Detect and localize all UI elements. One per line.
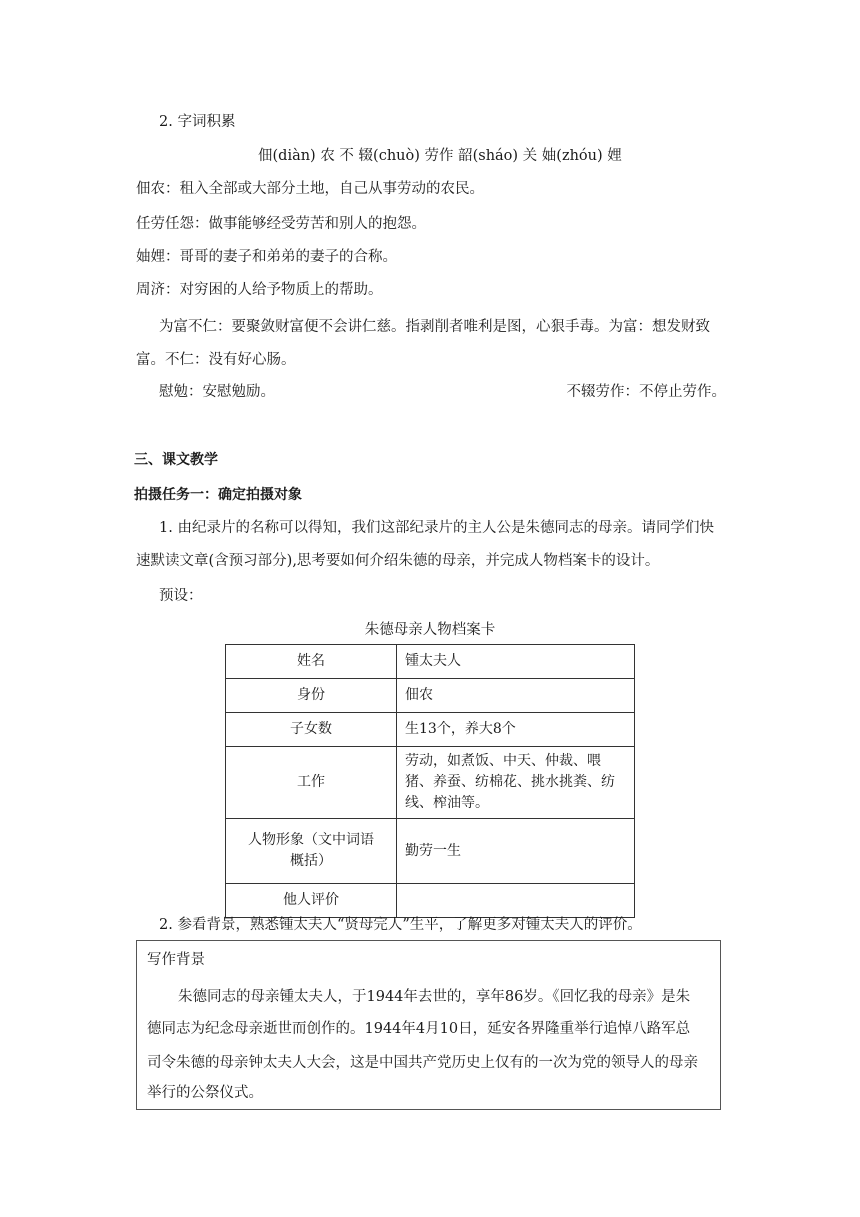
card-title: 朱德母亲人物档案卡	[364, 622, 496, 638]
vocab-heading: 2. 字词积累	[159, 114, 236, 130]
definition-weifuburen-line2: 富。不仁：没有好心肠。	[136, 352, 296, 368]
row-key: 身份	[226, 679, 397, 713]
row-key: 他人评价	[226, 884, 397, 918]
question-1-line2: 速默读文章(含预习部分),思考要如何介绍朱德的母亲，并完成人物档案卡的设计。	[136, 553, 660, 569]
row-key: 工作	[226, 747, 397, 819]
table-row	[226, 679, 635, 713]
definition-renlaorenyuan: 任劳任怨：做事能够经受劳苦和别人的抱怨。	[136, 216, 426, 232]
row-value	[397, 884, 635, 918]
background-line1: 朱德同志的母亲锺太夫人，于1944年去世的，享年86岁。《回忆我的母亲》是朱	[178, 989, 691, 1005]
row-key: 姓名	[226, 645, 397, 679]
row-key: 子女数	[226, 713, 397, 747]
background-line4: 举行的公祭仪式。	[147, 1085, 263, 1101]
background-line2: 德同志为纪念母亲逝世而创作的。1944年4月10日，延安各界隆重举行追悼八路军总	[147, 1021, 691, 1037]
profile-card-table	[225, 644, 635, 918]
row-value: 劳动，如煮饭、中天、仲裁、喂猪、养蚕、纺棉花、挑水挑粪、纺线、榨油等。	[397, 747, 635, 819]
table-row	[226, 747, 635, 819]
question-2: 2. 参看背景，熟悉锺太夫人“贤母完人”生平，了解更多对锺太夫人的评价。	[159, 917, 642, 933]
question-1-line1: 1. 由纪录片的名称可以得知，我们这部纪录片的主人公是朱德同志的母亲。请同学们快	[159, 520, 714, 536]
row-value: 生13个，养大8个	[397, 713, 635, 747]
table-row	[226, 645, 635, 679]
task-title: 拍摄任务一：确定拍摄对象	[134, 487, 302, 503]
row-key: 人物形象（文中词语概括）	[226, 819, 397, 884]
background-line3: 司令朱德的母亲钟太夫人大会，这是中国共产党历史上仅有的一次为党的领导人的母亲	[147, 1055, 698, 1071]
definition-diannong: 佃农：租入全部或大部分土地，自己从事劳动的农民。	[136, 181, 484, 197]
row-value: 佃农	[397, 679, 635, 713]
definition-zhouji: 周济：对穷困的人给予物质上的帮助。	[136, 282, 383, 298]
definition-zhouli: 妯娌：哥哥的妻子和弟弟的妻子的合称。	[136, 249, 397, 265]
row-value: 锺太夫人	[397, 645, 635, 679]
definition-weimian: 慰勉：安慰勉励。	[159, 384, 275, 400]
pinyin-line: 佃(diàn) 农 不 辍(chuò) 劳作 韶(sháo) 关 妯(zhóu) 娌	[258, 148, 622, 164]
table-row	[226, 713, 635, 747]
background-title: 写作背景	[147, 952, 205, 968]
table-row	[226, 819, 635, 884]
definition-weifuburen-line1: 为富不仁：要聚敛财富便不会讲仁慈。指剥削者唯利是图，心狠手毒。为富：想发财致	[159, 319, 710, 335]
section-title: 三、课文教学	[134, 452, 218, 468]
table-row	[226, 884, 635, 918]
preset-label: 预设：	[159, 588, 203, 604]
definition-buchuolaozuo: 不辍劳作：不停止劳作。	[566, 384, 726, 400]
row-value: 勤劳一生	[397, 819, 635, 884]
